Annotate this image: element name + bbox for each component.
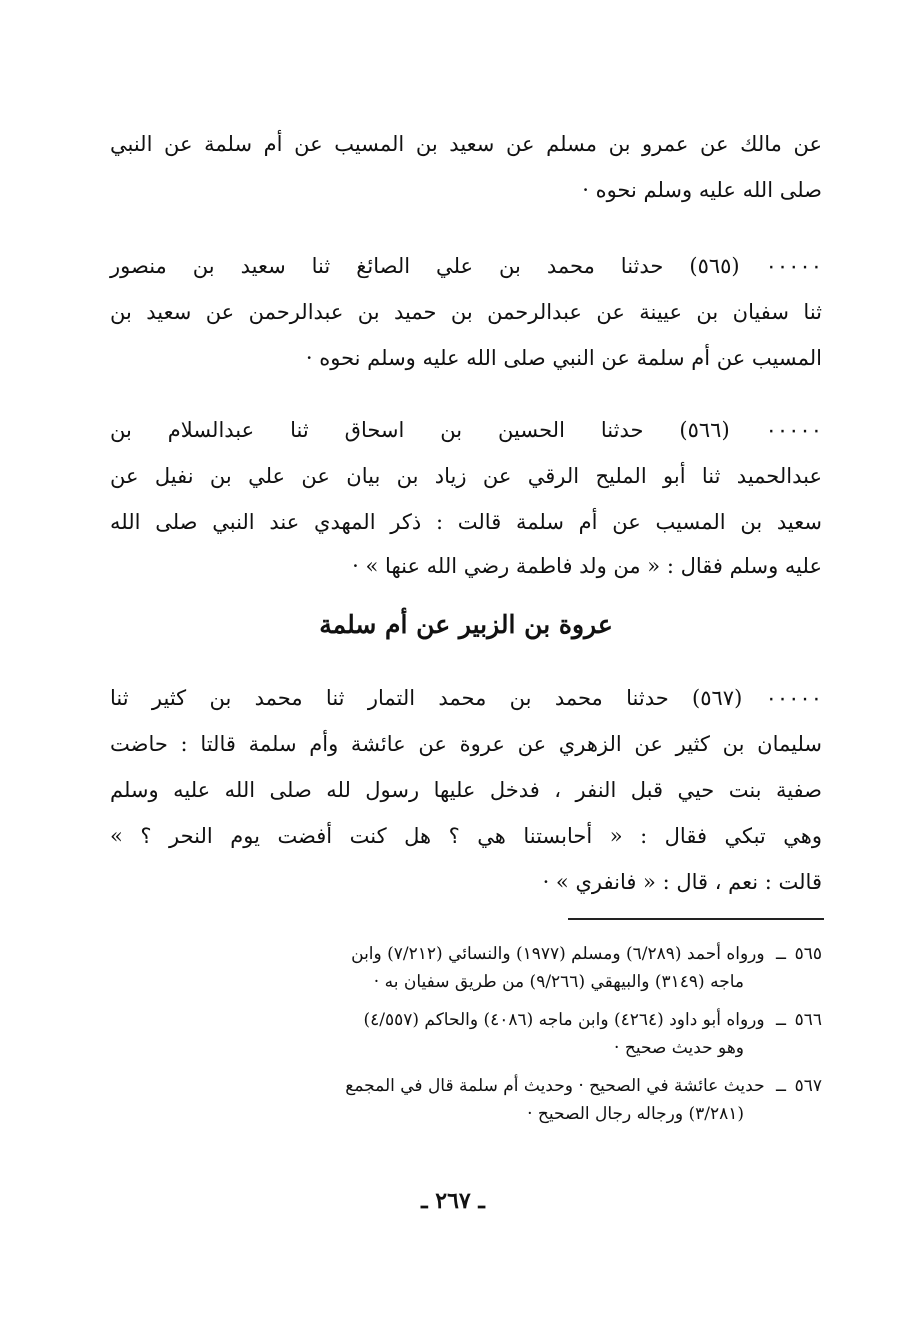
footnote-number: ٥٦٦ <box>794 1010 822 1030</box>
footnote-text: ورواه أبو داود (٤٢٦٤) وابن ماجه (٤٠٨٦) والحاكم (٤/٥٥٧) <box>363 1010 765 1030</box>
footnote-dash: ــ <box>776 944 786 964</box>
body-line: ٠٠٠٠٠ (٥٦٦) حدثنا الحسين بن اسحاق ثنا عبدالسلام بن <box>110 418 822 442</box>
footnote-dash: ــ <box>776 1010 786 1030</box>
footnote-dash: ــ <box>776 1076 786 1096</box>
page-number: ـ ٢٦٧ ـ <box>421 1188 485 1214</box>
body-line: صفية بنت حيي قبل النفر ، فدخل عليها رسول لله صلى الله عليه وسلم <box>110 778 822 802</box>
footnote-number: ٥٦٥ <box>794 944 822 964</box>
footnote-text: ورواه أحمد (٦/٢٨٩) ومسلم (١٩٧٧) والنسائي (٧/٢١٢) وابن <box>351 944 765 964</box>
body-line: سليمان بن كثير عن الزهري عن عروة عن عائشة وأم سلمة قالتا : حاضت <box>110 732 822 756</box>
body-line: ٠٠٠٠٠ (٥٦٧) حدثنا محمد بن محمد التمار ثنا محمد بن كثير ثنا <box>110 686 822 710</box>
body-line: ٠٠٠٠٠ (٥٦٥) حدثنا محمد بن علي الصائغ ثنا سعيد بن منصور <box>110 254 822 278</box>
body-line: ثنا سفيان بن عيينة عن عبدالرحمن بن حميد بن عبدالرحمن عن سعيد بن <box>110 300 822 324</box>
section-heading: عروة بن الزبير عن أم سلمة <box>319 610 613 639</box>
footnote-number: ٥٦٧ <box>794 1076 822 1096</box>
body-line: صلى الله عليه وسلم نحوه · <box>582 178 822 202</box>
body-line: المسيب عن أم سلمة عن النبي صلى الله عليه وسلم نحوه · <box>305 346 822 370</box>
footnote <box>110 942 822 966</box>
footnote-separator <box>568 918 824 920</box>
body-line: عن مالك عن عمرو بن مسلم عن سعيد بن المسيب عن أم سلمة عن النبي <box>110 132 822 156</box>
footnote-continuation: وهو حديث صحيح · <box>614 1038 744 1058</box>
body-line: قالت : نعم ، قال : « فانفري » · <box>542 870 822 894</box>
footnote-text: حديث عائشة في الصحيح · وحديث أم سلمة قال في المجمع <box>345 1076 765 1096</box>
footnote-continuation: (٣/٢٨١) ورجاله رجال الصحيح · <box>527 1104 744 1124</box>
footnote <box>110 1008 822 1032</box>
footnote <box>110 1074 822 1098</box>
body-line: عليه وسلم فقال : « من ولد فاطمة رضي الله عنها » · <box>352 554 822 578</box>
body-line: وهي تبكي فقال : « أحابستنا هي ؟ هل كنت أفضت يوم النحر ؟ » <box>110 824 822 848</box>
body-line: سعيد بن المسيب عن أم سلمة قالت : ذكر المهدي عند النبي صلى الله <box>110 510 822 534</box>
body-line: عبدالحميد ثنا أبو المليح الرقي عن زياد بن بيان عن علي بن نفيل عن <box>110 464 822 488</box>
footnote-continuation: ماجه (٣١٤٩) والبيهقي (٩/٢٦٦) من طريق سفيان به · <box>373 972 744 992</box>
